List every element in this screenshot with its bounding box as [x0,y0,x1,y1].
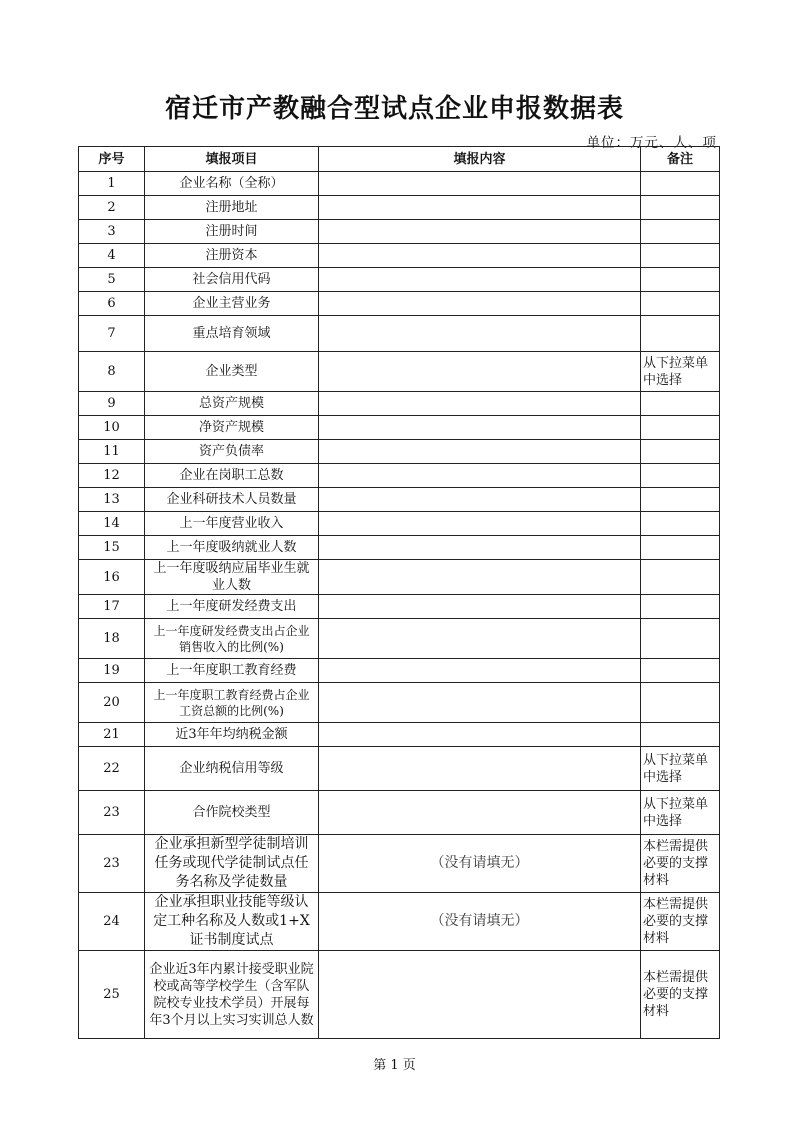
row-no: 12 [79,464,145,488]
row-remark [641,392,720,416]
table-row [79,464,720,488]
table-row [79,835,720,893]
row-item: 资产负债率 [145,440,319,464]
table-row [79,392,720,416]
row-content[interactable] [319,536,641,560]
report-table [78,146,720,1039]
table-row [79,683,720,723]
row-no: 20 [79,683,145,723]
row-remark [641,488,720,512]
document-title: 宿迁市产教融合型试点企业申报数据表 [164,94,624,124]
row-content[interactable] [319,440,641,464]
table-row [79,791,720,835]
row-no: 4 [79,244,145,268]
table-row [79,536,720,560]
row-item: 企业主营业务 [145,292,319,316]
row-remark [641,683,720,723]
row-no: 2 [79,196,145,220]
row-item: 合作院校类型 [145,791,319,835]
row-no: 17 [79,595,145,619]
table-header-row [79,147,720,172]
header-content: 填报内容 [319,147,641,172]
row-no: 5 [79,268,145,292]
row-item: 企业纳税信用等级 [145,747,319,791]
row-remark: 本栏需提供必要的支撑材料 [641,951,720,1039]
row-no: 18 [79,619,145,659]
row-remark [641,244,720,268]
table-row [79,244,720,268]
table-row [79,488,720,512]
row-item: 总资产规模 [145,392,319,416]
row-remark: 本栏需提供必要的支撑材料 [641,835,720,893]
table-row [79,619,720,659]
row-content[interactable] [319,512,641,536]
row-content[interactable]: （没有请填无） [319,893,641,951]
row-remark [641,220,720,244]
row-item: 注册时间 [145,220,319,244]
row-remark [641,292,720,316]
row-item: 企业近3年内累计接受职业院校或高等学校学生（含军队院校专业技术学员）开展每年3个月以上实习实训总人数 [145,951,319,1039]
row-item: 上一年度吸纳就业人数 [145,536,319,560]
row-remark [641,595,720,619]
row-content[interactable] [319,488,641,512]
row-content[interactable] [319,595,641,619]
row-no: 16 [79,560,145,595]
row-item: 上一年度吸纳应届毕业生就业人数 [145,560,319,595]
table-row [79,893,720,951]
row-item: 企业名称（全称） [145,172,319,196]
row-content[interactable] [319,683,641,723]
table-row [79,268,720,292]
row-item: 企业承担职业技能等级认定工种名称及人数或1+X证书制度试点 [145,893,319,951]
row-content[interactable] [319,416,641,440]
row-no: 23 [79,791,145,835]
table-row [79,659,720,683]
row-content[interactable] [319,292,641,316]
row-item: 注册资本 [145,244,319,268]
table-row [79,352,720,392]
row-item: 上一年度职工教育经费占企业工资总额的比例(%) [145,683,319,723]
unit-label: 单位：万元、人、项 [586,135,717,151]
table-row [79,220,720,244]
row-item: 上一年度营业收入 [145,512,319,536]
row-content[interactable] [319,659,641,683]
row-no: 21 [79,723,145,747]
row-no: 25 [79,951,145,1039]
row-remark: 从下拉菜单中选择 [641,791,720,835]
row-remark [641,536,720,560]
row-content[interactable] [319,244,641,268]
row-content[interactable] [319,392,641,416]
row-content[interactable]: （没有请填无） [319,835,641,893]
row-item: 上一年度研发经费支出占企业销售收入的比例(%) [145,619,319,659]
row-no: 7 [79,316,145,352]
row-remark [641,316,720,352]
row-item: 上一年度职工教育经费 [145,659,319,683]
header-item: 填报项目 [145,147,319,172]
row-no: 3 [79,220,145,244]
header-remark: 备注 [641,147,720,172]
table-row [79,316,720,352]
row-content[interactable] [319,791,641,835]
row-no: 13 [79,488,145,512]
row-content[interactable] [319,747,641,791]
row-remark [641,268,720,292]
row-item: 企业承担新型学徒制培训任务或现代学徒制试点任务名称及学徒数量 [145,835,319,893]
table-row [79,560,720,595]
table-row [79,512,720,536]
row-item: 净资产规模 [145,416,319,440]
row-item: 上一年度研发经费支出 [145,595,319,619]
row-remark [641,464,720,488]
row-no: 11 [79,440,145,464]
page-number: 第 1 页 [373,1058,416,1073]
table-row [79,196,720,220]
row-remark [641,440,720,464]
row-no: 6 [79,292,145,316]
row-item: 企业科研技术人员数量 [145,488,319,512]
row-content[interactable] [319,723,641,747]
row-no: 24 [79,893,145,951]
row-content[interactable] [319,172,641,196]
row-remark [641,416,720,440]
row-item: 社会信用代码 [145,268,319,292]
table-row [79,440,720,464]
row-no: 10 [79,416,145,440]
row-remark [641,512,720,536]
row-remark: 本栏需提供必要的支撑材料 [641,893,720,951]
row-item: 重点培育领域 [145,316,319,352]
row-remark [641,172,720,196]
row-no: 1 [79,172,145,196]
row-content[interactable] [319,196,641,220]
row-item: 企业在岗职工总数 [145,464,319,488]
header-no: 序号 [79,147,145,172]
table-row [79,292,720,316]
row-content[interactable] [319,268,641,292]
row-no: 19 [79,659,145,683]
row-no: 15 [79,536,145,560]
row-remark [641,560,720,595]
row-content[interactable] [319,560,641,595]
row-remark: 从下拉菜单中选择 [641,352,720,392]
table-row [79,416,720,440]
row-content[interactable] [319,316,641,352]
row-item: 企业类型 [145,352,319,392]
row-remark [641,723,720,747]
row-content[interactable] [319,619,641,659]
row-item: 注册地址 [145,196,319,220]
row-content[interactable] [319,352,641,392]
table-row [79,723,720,747]
table-row [79,172,720,196]
row-remark [641,659,720,683]
row-no: 8 [79,352,145,392]
table-row [79,951,720,1039]
row-content[interactable] [319,951,641,1039]
row-content[interactable] [319,464,641,488]
row-content[interactable] [319,220,641,244]
row-no: 23 [79,835,145,893]
table-row [79,747,720,791]
row-remark [641,196,720,220]
row-no: 22 [79,747,145,791]
row-remark [641,619,720,659]
table-row [79,595,720,619]
row-remark: 从下拉菜单中选择 [641,747,720,791]
row-no: 9 [79,392,145,416]
row-no: 14 [79,512,145,536]
row-item: 近3年年均纳税金额 [145,723,319,747]
